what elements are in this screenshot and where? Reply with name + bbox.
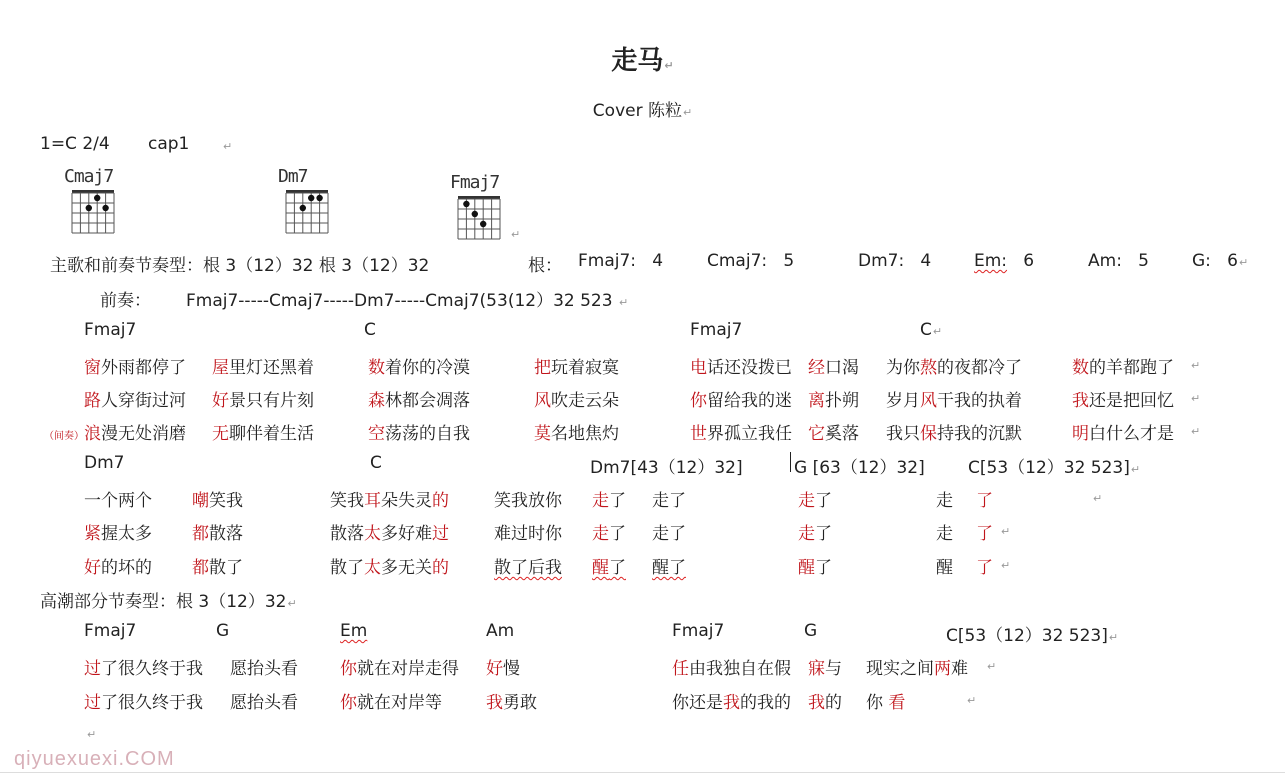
chorus-chord: Dm7 [84, 453, 125, 473]
intro-progression: Fmaj7-----Cmaj7-----Dm7-----Cmaj7(53(12）32 523 ↵ [186, 291, 629, 311]
intro-label: 前奏： [100, 291, 151, 311]
lyric-segment [494, 486, 562, 511]
lyric-text: 的我的 [740, 693, 791, 713]
climax-chord: G [216, 621, 230, 641]
lyric-text: 景只有片刻 [229, 391, 314, 411]
lyric-text: 散落 [209, 524, 243, 544]
lyric-segment [212, 419, 314, 444]
lyric-segment [886, 353, 1022, 378]
fretboard-grid [450, 193, 512, 245]
lyric-accent: 醒 [798, 558, 815, 578]
lyric-accent: 经 [808, 358, 825, 378]
lyric-segment [494, 519, 562, 544]
lyric-segment [936, 553, 953, 578]
lyric-accent: 过 [84, 693, 101, 713]
return-mark: ↵ [967, 694, 977, 707]
verse-rhythm-pattern: 主歌和前奏节奏型：根 3（12）32 根 3（12）32 [50, 256, 430, 276]
diagram-name: Fmaj7 [450, 172, 500, 193]
lyric-text: 荡荡的自我 [385, 424, 470, 444]
lyric-segment [84, 654, 203, 679]
lyric-text: 还是把回忆 [1089, 391, 1174, 411]
lyric-segment [84, 486, 152, 511]
lyric-text: 散了 [330, 558, 364, 578]
lyric-segment [886, 419, 1022, 444]
lyric-text: 我只 [886, 424, 920, 444]
lyric-text: 走了 [652, 491, 686, 511]
diagram-name: Cmaj7 [64, 166, 114, 187]
chord-diagram-fmaj7 [450, 172, 512, 249]
lyric-accent: 明 [1072, 424, 1089, 444]
lyric-segment [368, 353, 470, 378]
lyric-segment [592, 486, 626, 511]
lyric-text: 走 [936, 491, 953, 511]
lyric-text: 界孤立我任 [707, 424, 792, 444]
lyric-text: 勇敢 [503, 693, 537, 713]
lyric-text: 慢 [503, 659, 520, 679]
diagram-name: Dm7 [278, 166, 308, 187]
climax-chord: Fmaj7 [84, 621, 137, 641]
lyric-text: 干我的执着 [937, 391, 1022, 411]
finger-dot [102, 205, 108, 211]
finger-dot [480, 221, 486, 227]
lyric-segment [808, 688, 842, 713]
lyric-accent: 世 [690, 424, 707, 444]
lyric-accent: 电 [690, 358, 707, 378]
lyric-text: 走了 [652, 524, 686, 544]
key-signature: 1=C 2/4 [40, 134, 110, 154]
lyric-segment [330, 553, 449, 578]
lyric-text: 醒了 [652, 558, 686, 578]
return-mark: ↵ [1001, 525, 1011, 538]
return-mark: ↵ [511, 228, 521, 241]
lyric-text: 散了 [209, 558, 243, 578]
lyric-text: 了 [609, 491, 626, 511]
text-cursor [790, 452, 791, 472]
fretboard-grid [64, 187, 126, 239]
lyric-accent: 你 [340, 659, 357, 679]
chorus-chord: G [63（12）32] [794, 458, 925, 478]
chorus-chord: C[53（12）32 523]↵ [968, 458, 1141, 478]
lyric-segment [798, 486, 832, 511]
lyric-accent: 好 [84, 558, 101, 578]
lyric-accent: 耳 [364, 491, 381, 511]
lyric-accent: 好 [486, 659, 503, 679]
interlude-tag: （间奏） [44, 431, 84, 442]
lyric-segment [808, 353, 859, 378]
lyric-text: 笑我 [330, 491, 364, 511]
lyric-text: 的 [825, 693, 842, 713]
lyric-text: 留给我的迷 [707, 391, 792, 411]
root-am: Am: 5 [1088, 251, 1149, 271]
lyric-accent: 太 [364, 558, 381, 578]
lyric-text: 你 [866, 693, 889, 713]
lyric-text: 了 [815, 558, 832, 578]
lyric-text: 了很久终于我 [101, 693, 203, 713]
lyric-segment [192, 519, 243, 544]
lyric-accent: 好 [212, 391, 229, 411]
lyric-segment [192, 553, 243, 578]
lyric-segment [1072, 353, 1174, 378]
lyric-accent: 太 [364, 524, 381, 544]
lyric-accent: 数 [368, 358, 385, 378]
lyric-segment [652, 519, 686, 544]
lyric-accent: 寐 [808, 659, 825, 679]
lyric-accent: 数 [1072, 358, 1089, 378]
lyric-segment [84, 553, 152, 578]
return-mark: ↵ [1191, 425, 1201, 438]
climax-chord: C[53（12）32 523]↵ [946, 626, 1119, 646]
lyric-segment [690, 386, 792, 411]
lyric-accent: 走 [592, 491, 609, 511]
lyric-accent: 嘲 [192, 491, 209, 511]
lyric-text: 握太多 [101, 524, 152, 544]
root-em: Em: 6 [974, 251, 1035, 271]
lyric-segment [230, 654, 298, 679]
lyric-accent: 两 [934, 659, 951, 679]
return-mark: ↵ [1001, 559, 1011, 572]
lyric-text: 多好难 [381, 524, 432, 544]
lyric-segment [494, 553, 562, 578]
lyric-segment [368, 419, 470, 444]
lyric-accent: 的 [432, 558, 449, 578]
lyric-accent: 了 [976, 524, 993, 544]
root-g: G: 6↵ [1192, 251, 1249, 271]
lyric-text: 你还是 [672, 693, 723, 713]
divider [0, 772, 1285, 773]
lyric-text: 吹走云朵 [551, 391, 619, 411]
lyric-text: 岁月 [886, 391, 920, 411]
lyric-text: 现实之间 [866, 659, 934, 679]
lyric-text: 笑我 [209, 491, 243, 511]
lyric-segment [330, 486, 449, 511]
lyric-segment [976, 553, 993, 578]
lyric-text: 口渴 [825, 358, 859, 378]
lyric-segment [1072, 419, 1174, 444]
verse-chord: Fmaj7 [690, 320, 743, 340]
lyric-segment [330, 519, 449, 544]
lyric-accent: 过 [432, 524, 449, 544]
lyric-segment [808, 419, 859, 444]
lyric-text: 名地焦灼 [551, 424, 619, 444]
finger-dot [463, 201, 469, 207]
lyric-accent: 路 [84, 391, 101, 411]
climax-chord: Fmaj7 [672, 621, 725, 641]
lyric-accent: 浪 [84, 424, 101, 444]
return-mark: ↵ [987, 660, 997, 673]
lyric-text: 的羊都跑了 [1089, 358, 1174, 378]
climax-chord: Am [486, 621, 515, 641]
lyric-segment [212, 353, 314, 378]
lyric-text: 多无关 [381, 558, 432, 578]
lyric-segment [690, 419, 792, 444]
lyric-segment [84, 519, 152, 544]
chorus-chord: C [370, 453, 382, 473]
lyric-accent: 窗 [84, 358, 101, 378]
lyric-segment [340, 688, 442, 713]
lyric-accent: 都 [192, 524, 209, 544]
climax-chord: Em [340, 621, 368, 641]
lyric-segment [192, 486, 243, 511]
lyric-accent: 你 [340, 693, 357, 713]
root-dm7: Dm7: 4 [858, 251, 932, 271]
lyric-text: 了 [609, 558, 626, 578]
lyric-accent: 我 [1072, 391, 1089, 411]
lyric-accent: 了 [976, 558, 993, 578]
lyric-accent: 的 [432, 491, 449, 511]
climax-chord: G [804, 621, 818, 641]
lyric-text: 的夜都冷了 [937, 358, 1022, 378]
lyric-accent: 无 [212, 424, 229, 444]
lyric-segment [798, 553, 832, 578]
lyric-segment [368, 386, 470, 411]
lyric-accent: 森 [368, 391, 385, 411]
lyric-segment [212, 386, 314, 411]
lyric-accent: 过 [84, 659, 101, 679]
lyric-accent: 走 [592, 524, 609, 544]
lyric-text: 玩着寂寞 [551, 358, 619, 378]
lyric-text: 白什么才是 [1089, 424, 1174, 444]
lyric-segment [808, 386, 859, 411]
lyric-segment [798, 519, 832, 544]
lyric-segment [1072, 386, 1174, 411]
lyric-text: 笑我放你 [494, 491, 562, 511]
song-subtitle: Cover 陈粒↵ [592, 101, 693, 121]
finger-dot [86, 205, 92, 211]
lyric-text: 漫无处消磨 [101, 424, 186, 444]
return-mark: ↵ [1191, 359, 1201, 372]
finger-dot [316, 195, 322, 201]
lyric-accent: 我 [808, 693, 825, 713]
lyric-text: 就在对岸等 [357, 693, 442, 713]
lyric-segment [690, 353, 792, 378]
lyric-accent: 风 [534, 391, 551, 411]
lyric-accent: 把 [534, 358, 551, 378]
lyric-segment [534, 419, 619, 444]
lyric-segment [936, 519, 953, 544]
lyric-segment [886, 386, 1022, 411]
lyric-segment [486, 654, 520, 679]
climax-rhythm-pattern: 高潮部分节奏型：根 3（12）32↵ [40, 592, 297, 612]
lyric-accent: 风 [920, 391, 937, 411]
lyric-accent: 醒 [592, 558, 609, 578]
lyric-accent: 我 [486, 693, 503, 713]
finger-dot [472, 211, 478, 217]
song-title: 走马↵ [611, 46, 674, 76]
return-mark: ↵ [223, 140, 233, 153]
root-fmaj7: Fmaj7: 4 [578, 251, 664, 271]
capo-label: cap1 [148, 134, 190, 154]
lyric-text: 散落 [330, 524, 364, 544]
lyric-text: 愿抬头看 [230, 659, 298, 679]
return-mark: ↵ [1191, 392, 1201, 405]
lyric-accent: 你 [690, 391, 707, 411]
lyric-accent: 都 [192, 558, 209, 578]
lyric-text: 外雨都停了 [101, 358, 186, 378]
lyric-accent: 任 [672, 659, 689, 679]
lyric-text: 扑朔 [825, 391, 859, 411]
lyric-accent: 走 [798, 491, 815, 511]
lyric-segment [84, 419, 186, 444]
lyric-accent: 我 [723, 693, 740, 713]
lyric-text: 了 [815, 491, 832, 511]
lyric-text: 难过时你 [494, 524, 562, 544]
lyric-text: 难 [951, 659, 968, 679]
lyric-text: 了很久终于我 [101, 659, 203, 679]
lyric-segment [592, 519, 626, 544]
verse-chord: C [364, 320, 376, 340]
chord-diagram-cmaj7 [64, 166, 126, 243]
lyric-text: 里灯还黑着 [229, 358, 314, 378]
lyric-text: 醒 [936, 558, 953, 578]
verse-chord: Fmaj7 [84, 320, 137, 340]
lyric-accent: 熬 [920, 358, 937, 378]
lyric-accent: 紧 [84, 524, 101, 544]
lyric-segment [340, 654, 459, 679]
fretboard-grid [278, 187, 340, 239]
finger-dot [308, 195, 314, 201]
lyric-text: 散了后我 [494, 558, 562, 578]
lyric-text: 话还没拨已 [707, 358, 792, 378]
lyric-segment [84, 688, 203, 713]
lyric-segment [592, 553, 626, 578]
root-cmaj7: Cmaj7: 5 [707, 251, 795, 271]
lyric-segment [672, 688, 791, 713]
lyric-text: 就在对岸走得 [357, 659, 459, 679]
lyric-text: 了 [815, 524, 832, 544]
watermark: qiyuexuexi.COM [14, 748, 175, 770]
lyric-accent: 看 [888, 693, 906, 713]
lyric-segment [808, 654, 842, 679]
lyric-segment [672, 654, 791, 679]
lyric-accent: 了 [976, 491, 993, 511]
lyric-segment [534, 353, 619, 378]
lyric-text: 了 [609, 524, 626, 544]
lyric-accent: 离 [808, 391, 825, 411]
lyric-accent: 保 [920, 424, 937, 444]
lyric-accent: 莫 [534, 424, 551, 444]
return-mark: ↵ [87, 728, 97, 741]
lyric-text: 林都会凋落 [385, 391, 470, 411]
lyric-text: 朵失灵 [381, 491, 432, 511]
lyric-text: 人穿街过河 [101, 391, 186, 411]
lyric-segment [936, 486, 953, 511]
lyric-segment [84, 386, 186, 411]
finger-dot [94, 195, 100, 201]
lyric-text: 着你的冷漠 [385, 358, 470, 378]
lyric-segment [976, 486, 993, 511]
lyric-text: 聊伴着生活 [229, 424, 314, 444]
verse-chord: C↵ [920, 320, 943, 340]
lyric-text: 由我独自在假 [689, 659, 791, 679]
root-label: 根： [528, 256, 562, 276]
chorus-chord: Dm7[43（12）32] [590, 458, 743, 478]
lyric-segment [976, 519, 993, 544]
lyric-text: 为你 [886, 358, 920, 378]
lyric-accent: 走 [798, 524, 815, 544]
lyric-text: 一个两个 [84, 491, 152, 511]
return-mark: ↵ [1093, 492, 1103, 505]
lyric-segment [486, 688, 537, 713]
lyric-text: 的坏的 [101, 558, 152, 578]
lyric-segment [652, 486, 686, 511]
lyric-text: 与 [825, 659, 842, 679]
lyric-accent: 它 [808, 424, 825, 444]
chord-diagram-dm7 [278, 166, 340, 243]
lyric-text: 持我的沉默 [937, 424, 1022, 444]
lyric-accent: 空 [368, 424, 385, 444]
lyric-accent: 屋 [212, 358, 229, 378]
lyric-segment [230, 688, 298, 713]
lyric-segment [652, 553, 686, 578]
finger-dot [300, 205, 306, 211]
lyric-segment [866, 688, 905, 713]
lyric-text: 愿抬头看 [230, 693, 298, 713]
lyric-segment [84, 353, 186, 378]
lyric-text: 走 [936, 524, 953, 544]
lyric-segment [534, 386, 619, 411]
lyric-text: 奚落 [825, 424, 859, 444]
lyric-segment [866, 654, 968, 679]
